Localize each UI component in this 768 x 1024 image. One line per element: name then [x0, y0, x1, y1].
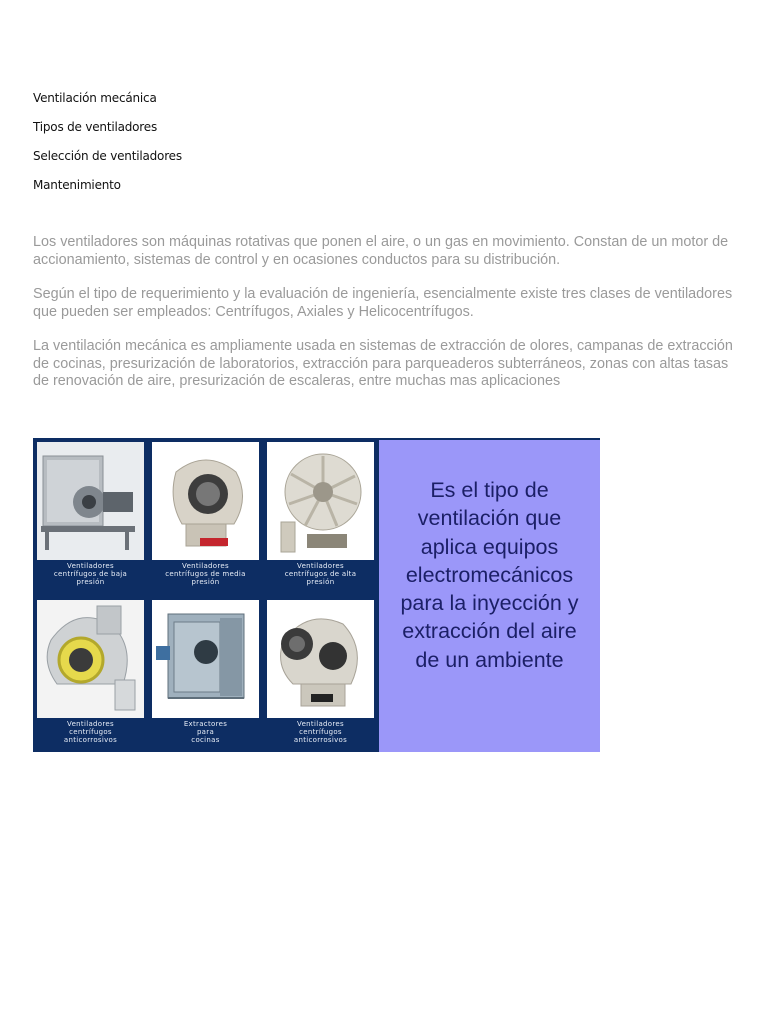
definition-panel — [379, 440, 600, 752]
paragraph-types: Según el tipo de requerimiento y la evaluación de ingeniería, esencialmente existe tres clases de ventiladores que pueden ser empleados: Centrífugos, Axiales y Helicocentrífugos. — [33, 286, 733, 320]
anticorrosive-fan-icon — [37, 600, 144, 718]
nav-link-tipos-de-ventiladores[interactable]: Tipos de ventiladores — [33, 120, 158, 134]
product-card-centrifugal — [265, 596, 376, 752]
centrifugal-fan-icon — [267, 600, 374, 718]
product-card-high-pressure — [265, 438, 376, 594]
product-card-low-pressure — [35, 438, 146, 594]
definition-text: Es el tipo de ventilación que aplica equipos electromecánicos para la inyección y extracción del aire de un ambiente — [400, 478, 579, 672]
high-pressure-fan-icon — [267, 442, 374, 560]
paragraph-definition: Los ventiladores son máquinas rotativas que ponen el aire, o un gas en movimiento. Constan de un motor de accionamiento, sistemas de control y en ocasiones conductos para su distribución. — [33, 234, 729, 268]
product-caption: Ventiladores centrífugos anticorrosivos — [63, 720, 118, 744]
fan-photo-grid — [33, 438, 379, 752]
document-nav — [33, 88, 182, 204]
kitchen-extractor-icon — [152, 600, 259, 718]
nav-link-seleccion-de-ventiladores[interactable]: Selección de ventiladores — [33, 149, 182, 163]
intro-text — [33, 234, 738, 408]
product-caption: Ventiladores centrífugos anticorrosivos — [293, 720, 348, 744]
product-card-medium-pressure — [150, 438, 261, 594]
product-caption: Ventiladores centrífugos de baja presión — [53, 562, 128, 586]
product-caption: Extractores para cocinas — [183, 720, 228, 744]
product-card-anticorrosive — [35, 596, 146, 752]
low-pressure-fan-icon — [37, 442, 144, 560]
product-caption: Ventiladores centrífugos de alta presión — [284, 562, 357, 586]
product-caption: Ventiladores centrífugos de media presión — [165, 562, 246, 586]
fan-types-figure — [33, 438, 600, 752]
nav-link-ventilacion-mecanica[interactable]: Ventilación mecánica — [33, 91, 157, 105]
nav-link-mantenimiento[interactable]: Mantenimiento — [33, 178, 121, 192]
product-card-kitchen-extractor — [150, 596, 261, 752]
medium-pressure-fan-icon — [152, 442, 259, 560]
paragraph-applications: La ventilación mecánica es ampliamente usada en sistemas de extracción de olores, campanas de extracción de cocinas, presurización de laboratorios, extracción para parqueaderos subterráneos, zonas con altas tasas de renovación de aire, presurización de escaleras, entre muchas mas aplicaciones — [33, 338, 733, 389]
